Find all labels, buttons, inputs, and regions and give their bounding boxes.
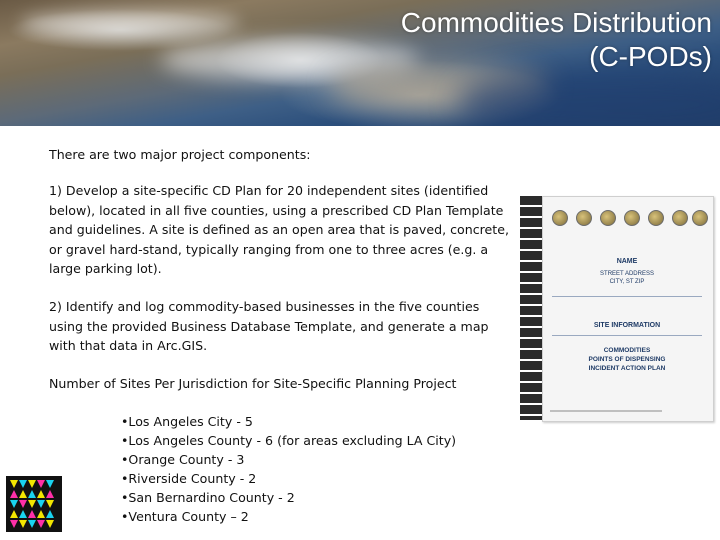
list-item: •Riverside County - 2	[121, 471, 257, 486]
slide-title-line1: Commodities Distribution	[400, 7, 712, 38]
binder-rings	[520, 196, 542, 420]
county-seal-icon	[600, 210, 616, 226]
triangle-pattern-logo-icon	[6, 476, 62, 532]
sites-list	[121, 412, 456, 526]
binder-address-line1: STREET ADDRESS	[600, 271, 654, 277]
component-1-text: 1) Develop a site-specific CD Plan for 20 independent sites (identified below), located in all five counties, using a prescribed CD Plan Template and guidelines. A site is defined as an open area that is paved, concrete, or gravel hard-stand, typically ranging from one to three acres (e.g. a large parking lot).	[49, 183, 509, 276]
binder-page	[542, 196, 714, 422]
sites-heading: Number of Sites Per Jurisdiction for Site-Specific Planning Project	[49, 376, 457, 391]
binder-cover-image	[520, 196, 712, 420]
county-seal-icon	[624, 210, 640, 226]
binder-divider	[552, 335, 702, 336]
slide-title	[401, 6, 712, 74]
binder-plan-line1: COMMODITIES	[603, 347, 651, 354]
header-satellite-banner	[0, 0, 720, 126]
banner-cloud	[20, 10, 240, 36]
binder-plan-line2: POINTS OF DISPENSING	[588, 356, 666, 363]
binder-address-line2: CITY, ST ZIP	[609, 279, 645, 285]
list-item: •Los Angeles County - 6 (for areas excluding LA City)	[121, 433, 457, 448]
intro-text: There are two major project components:	[49, 147, 311, 162]
binder-section-label: SITE INFORMATION	[593, 322, 661, 329]
list-item: •San Bernardino County - 2	[121, 490, 295, 505]
county-seal-icon	[648, 210, 664, 226]
binder-plan-line3: INCIDENT ACTION PLAN	[588, 365, 666, 372]
binder-address	[542, 270, 712, 286]
county-seal-icon	[692, 210, 708, 226]
binder-name: NAME	[616, 258, 638, 265]
banner-ocean	[460, 70, 720, 126]
county-seal-icon	[672, 210, 688, 226]
list-item: •Los Angeles City - 5	[121, 414, 253, 429]
binder-divider	[552, 296, 702, 297]
county-seal-icon	[552, 210, 568, 226]
list-item: •Orange County - 3	[121, 452, 245, 467]
component-2-text: 2) Identify and log commodity-based businesses in the five counties using the provided Business Database Template, and generate a map with that data in Arc.GIS.	[49, 299, 489, 353]
county-seal-icon	[576, 210, 592, 226]
list-item: •Ventura County – 2	[121, 509, 249, 524]
slide-title-line2: (C-PODs)	[589, 41, 712, 72]
binder-plan-title	[542, 346, 712, 373]
binder-footer-line	[542, 408, 712, 414]
